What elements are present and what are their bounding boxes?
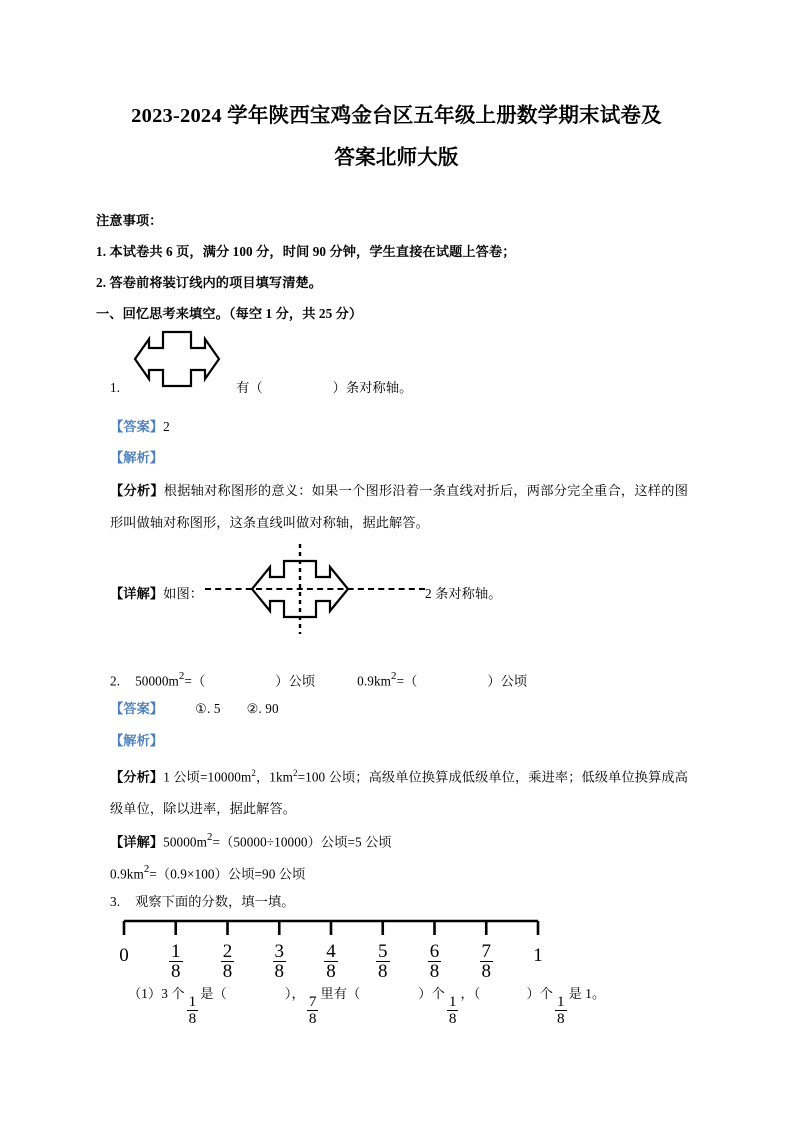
q1-detail-row: [110, 578, 203, 609]
fraction-denominator: 8: [326, 961, 336, 982]
fraction-seven-eighths: [307, 994, 319, 1025]
fraction-denominator: 8: [188, 1009, 197, 1027]
numberline-label-fraction: [212, 942, 244, 981]
fraction-denominator: 8: [378, 961, 388, 982]
numberline-label-fraction: [470, 942, 502, 981]
page-title: [96, 0, 697, 179]
answer-label: 【答案】: [110, 419, 164, 434]
fraction-numerator: 7: [308, 993, 317, 1011]
q1-detail-suffix: 2 条对称轴。: [425, 586, 502, 601]
q2-detail-2-a: 0.9km: [110, 866, 144, 882]
q2-part-a-mid: =（: [184, 673, 206, 689]
q1-answer-value: 2: [163, 419, 170, 434]
q2-answer-row: [110, 693, 279, 724]
q2-part-b-end: ）公顷: [487, 673, 528, 689]
q2-part-b-mid: =（: [396, 673, 418, 689]
q1-number: 1.: [110, 380, 121, 395]
q3-sub1-mid5: ，（: [460, 986, 481, 1001]
q3-number: 3.: [110, 894, 121, 909]
q2-detail-2-b: =（0.9×100）公顷=90 公顷: [149, 866, 306, 882]
fraction-numerator: 4: [326, 941, 336, 962]
fraction: [480, 942, 494, 981]
page-title-line-1: 2023-2024 学年陕西宝鸡金台区五年级上册数学期末试卷及: [131, 105, 662, 127]
q1-analysis-body: [110, 475, 688, 539]
note-item-1: 1. 本试卷共 6 页，满分 100 分，时间 90 分钟，学生直接在试题上答卷；: [96, 244, 516, 259]
q2-answer-2: ②. 90: [246, 701, 279, 716]
fraction-one-eighth-b: [447, 994, 459, 1025]
fraction-numerator: 3: [274, 941, 284, 962]
detail-label: 【详解】: [110, 586, 164, 601]
numberline-label-fraction: [419, 942, 451, 981]
q2-number: 2.: [110, 673, 121, 689]
q2-answer-1: ①. 5: [195, 701, 221, 716]
q3-sub1-row: [128, 978, 605, 1026]
q2-analysis-b: ，1km: [255, 769, 294, 785]
q2-part-a-exponent: 2: [178, 670, 185, 682]
numberline-label-fraction: [263, 942, 295, 981]
fraction: [428, 942, 442, 981]
numberline-label-fraction: [367, 942, 399, 981]
q1-detail-suffix-row: [425, 578, 502, 609]
fraction-one-eighth-a: [187, 994, 199, 1025]
analysis-label: 【解析】: [110, 450, 164, 465]
fraction-denominator: 8: [274, 961, 284, 982]
q1-analysis-label-row: [110, 442, 163, 473]
q2-analysis-c: =100 公顷；高级单位换算成低级单位，乘进率；低级单位换算成高级单位，除以进率，据此解答。: [110, 769, 688, 817]
fraction-numerator: 1: [188, 993, 197, 1011]
q3-sub1-mid1: 是（: [200, 986, 227, 1001]
section-heading-1: 一、回忆思考来填空。（每空 1 分，共 25 分）: [96, 306, 363, 321]
answer-label: 【答案】: [110, 701, 164, 716]
q2-analysis-a: 1 公顷=10000m: [163, 769, 252, 785]
fraction-denominator: 8: [429, 961, 440, 982]
breakdown-label: 【分析】: [110, 483, 164, 498]
q3-sub1-end: 是 1。: [568, 986, 606, 1001]
fraction-numerator: 5: [378, 941, 388, 962]
fraction-denominator: 8: [308, 1009, 317, 1027]
q2-analysis-label-row: [110, 725, 163, 756]
fraction-numerator: 2: [222, 941, 233, 962]
numberline-label-fraction: [315, 942, 347, 981]
q1-detail-horizontal-axis: [205, 588, 425, 590]
fraction-denominator: 8: [448, 1009, 457, 1027]
numberline-label-integer: 0: [119, 945, 129, 966]
notes-heading: 注意事项：: [96, 213, 163, 228]
analysis-label: 【解析】: [110, 733, 164, 748]
q1-detail-prefix: 如图：: [163, 586, 204, 601]
q2-row: [110, 661, 527, 696]
q3-sub1-mid4: ）个: [418, 986, 445, 1001]
q2-analysis-a-exponent: 2: [251, 768, 256, 778]
fraction-one-eighth-c: [555, 994, 567, 1025]
q1-analysis-text: 根据轴对称图形的意义：如果一个图形沿着一条直线对折后，两部分完全重合，这样的图形叫做轴对称图形，这条直线叫做对称轴，据此解答。: [110, 483, 688, 530]
fraction-denominator: 8: [171, 961, 181, 982]
page-title-line-2: 答案北师大版: [334, 147, 459, 169]
q3-sub1-prefix: （1）3 个: [128, 986, 185, 1001]
q1-row: [110, 372, 710, 403]
q2-part-b-value: 0.9km: [357, 673, 392, 689]
q2-analysis-b-exponent: 2: [293, 768, 298, 778]
q2-detail-1-exponent: 2: [206, 831, 213, 843]
fraction-numerator: 1: [557, 993, 565, 1011]
q1-detail-cross-figure: [248, 543, 352, 640]
q2-detail-2-exponent: 2: [143, 863, 150, 875]
fraction-numerator: 6: [429, 941, 440, 962]
fraction: [169, 942, 183, 981]
q3-sub1-mid6: ）个: [526, 986, 554, 1001]
detail-label: 【详解】: [110, 834, 164, 850]
q1-text-a: 有（: [236, 380, 263, 395]
fraction-denominator: 8: [481, 961, 491, 982]
q1-text-b: ）条对称轴。: [332, 380, 413, 395]
q2-detail-row-2: [110, 854, 305, 889]
q1-answer-row: [110, 411, 170, 442]
q2-part-a-end: ）公顷: [275, 673, 316, 689]
fraction: [221, 942, 235, 981]
numberline-label-integer: 1: [533, 945, 543, 966]
breakdown-label: 【分析】: [110, 769, 164, 785]
fraction-denominator: 8: [557, 1009, 565, 1027]
q2-part-b-exponent: 2: [391, 670, 397, 682]
q3-text: 观察下面的分数，填一填。: [135, 894, 295, 909]
fraction-denominator: 8: [222, 961, 233, 982]
fraction: [273, 942, 287, 981]
q3-sub1-mid3: 里有（: [320, 986, 361, 1001]
fraction-numerator: 1: [171, 941, 181, 962]
fraction-numerator: 1: [448, 993, 457, 1011]
fraction-numerator: 7: [481, 941, 491, 962]
q2-detail-1-b: =（50000÷10000）公顷=5 公顷: [212, 834, 392, 850]
fraction: [324, 942, 338, 981]
q2-detail-row-1: [110, 822, 392, 857]
q2-analysis-body: [110, 757, 688, 825]
note-item-2: 2. 答卷前将装订线内的项目填写清楚。: [96, 275, 323, 290]
q2-part-a-value: 50000m: [135, 673, 179, 689]
q2-detail-1-a: 50000m: [163, 834, 207, 850]
numberline-label-fraction: [160, 942, 192, 981]
q3-sub1-mid2: ），: [284, 986, 305, 1001]
fraction: [376, 942, 390, 981]
